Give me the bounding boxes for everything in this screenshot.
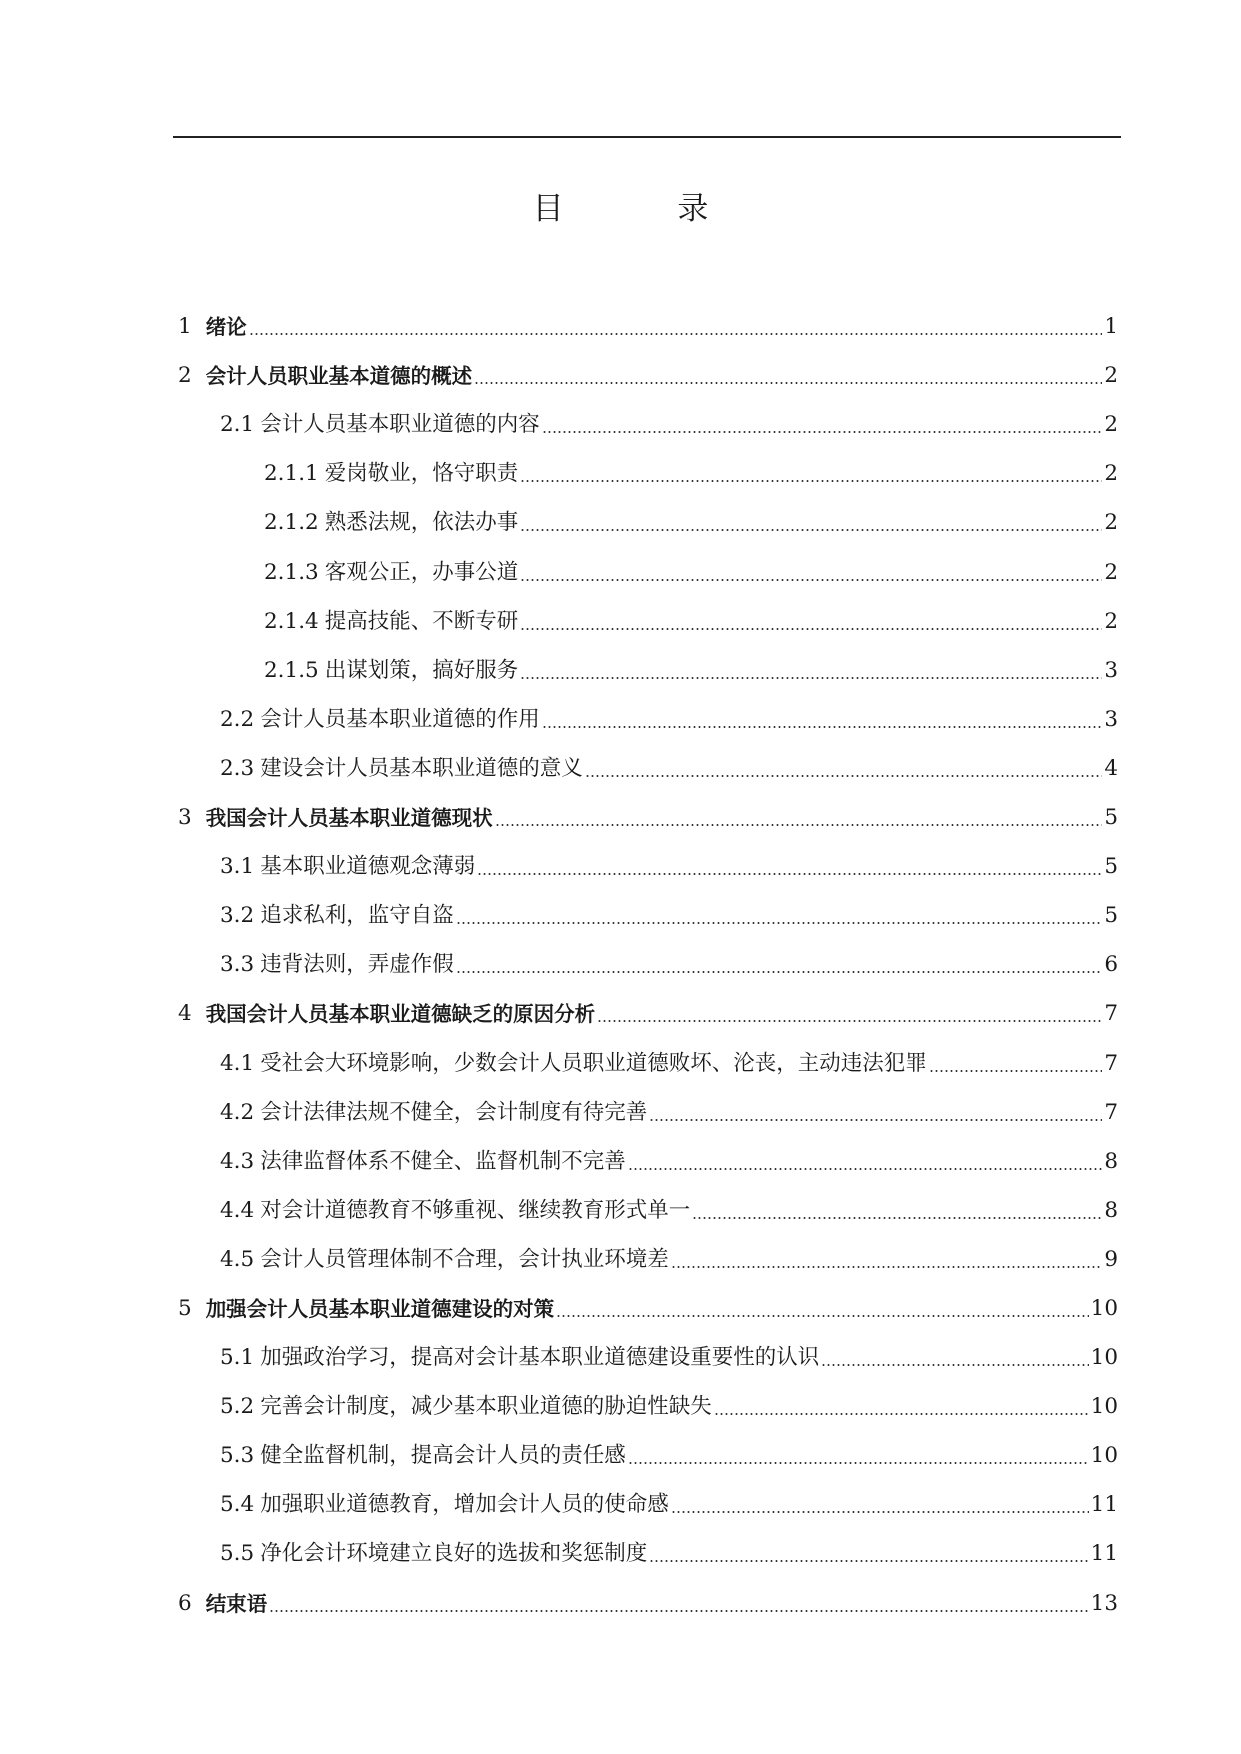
toc-entry-label: 绪论 <box>205 315 247 340</box>
toc-entry[interactable] <box>178 538 1118 587</box>
toc-entry[interactable] <box>178 391 1118 440</box>
dot-leader <box>520 675 1102 681</box>
toc-entry-label: 净化会计环境建立良好的选拔和奖惩制度 <box>260 1541 648 1567</box>
toc-entry-page-number: 11 <box>1090 1541 1118 1567</box>
toc-entry-page-number: 1 <box>1104 314 1118 340</box>
dot-leader <box>821 1362 1088 1368</box>
dot-leader <box>628 1166 1103 1172</box>
toc-entry-page-number: 2 <box>1104 461 1118 487</box>
toc-entry-page-number: 3 <box>1104 706 1118 732</box>
toc-entry[interactable] <box>178 1226 1118 1275</box>
toc-entry-label: 基本职业道德观念薄弱 <box>260 854 476 880</box>
toc-entry-number: 5.4 <box>220 1492 255 1518</box>
toc-entry-label: 对会计道德教育不够重视、继续教育形式单一 <box>260 1197 691 1223</box>
toc-entry[interactable] <box>178 637 1118 686</box>
dot-leader <box>456 920 1103 926</box>
toc-entry-label: 客观公正，办事公道 <box>324 559 519 585</box>
toc-entry[interactable] <box>178 1373 1118 1422</box>
toc-entry-page-number: 3 <box>1104 657 1118 683</box>
toc-entry-label: 会计法律法规不健全，会计制度有待完善 <box>260 1099 648 1125</box>
toc-entry[interactable] <box>178 882 1118 931</box>
toc-entry-label: 出谋划策，搞好服务 <box>324 657 519 683</box>
toc-entry-label: 爱岗敬业，恪守职责 <box>324 461 519 487</box>
toc-entry-number: 4.1 <box>220 1050 255 1076</box>
table-of-contents <box>178 293 1118 1619</box>
dot-leader <box>520 527 1102 533</box>
toc-entry-page-number: 8 <box>1104 1197 1118 1223</box>
toc-entry-label: 完善会计制度，减少基本职业道德的胁迫性缺失 <box>260 1394 712 1420</box>
dot-leader <box>477 871 1102 877</box>
dot-leader <box>628 1460 1089 1466</box>
toc-entry-label: 加强会计人员基本职业道德建设的对策 <box>205 1296 555 1321</box>
toc-entry-label: 结束语 <box>205 1591 268 1616</box>
toc-entry-page-number: 2 <box>1104 608 1118 634</box>
toc-entry-label: 加强职业道德教育，增加会计人员的使命感 <box>260 1492 669 1518</box>
toc-entry-label: 违背法则，弄虚作假 <box>260 952 454 978</box>
toc-entry-page-number: 5 <box>1104 805 1118 831</box>
toc-entry[interactable] <box>178 1275 1118 1324</box>
toc-entry[interactable] <box>178 686 1118 735</box>
dot-leader <box>456 969 1103 975</box>
toc-entry-page-number: 7 <box>1104 1001 1118 1027</box>
toc-entry-number: 2.3 <box>220 755 255 781</box>
toc-entry-label: 受社会大环境影响，少数会计人员职业道德败坏、沦丧，主动违法犯罪 <box>260 1050 927 1076</box>
toc-entry-page-number: 11 <box>1090 1492 1118 1518</box>
toc-entry-label: 我国会计人员基本职业道德现状 <box>205 806 493 831</box>
toc-entry-number: 3.1 <box>220 854 255 880</box>
toc-entry-number: 2.1 <box>220 412 255 438</box>
toc-entry-page-number: 6 <box>1104 952 1118 978</box>
dot-leader <box>495 822 1103 828</box>
toc-entry-page-number: 2 <box>1104 412 1118 438</box>
toc-entry-number: 5.2 <box>220 1394 255 1420</box>
dot-leader <box>269 1608 1088 1614</box>
toc-entry-label: 会计人员基本职业道德的作用 <box>260 706 540 732</box>
toc-entry-page-number: 13 <box>1090 1590 1118 1616</box>
toc-entry-number: 4.2 <box>220 1099 255 1125</box>
dot-leader <box>692 1215 1102 1221</box>
dot-leader <box>671 1509 1089 1515</box>
toc-entry-number: 2.1.1 <box>264 461 319 487</box>
toc-entry[interactable] <box>178 1079 1118 1128</box>
toc-entry-number: 2.2 <box>220 706 255 732</box>
toc-entry-number: 1 <box>178 314 192 340</box>
toc-entry-number: 4.3 <box>220 1148 255 1174</box>
dot-leader <box>520 626 1102 632</box>
toc-entry-number: 2.1.5 <box>264 657 319 683</box>
toc-entry-label: 我国会计人员基本职业道德缺乏的原因分析 <box>205 1002 596 1027</box>
toc-entry-number: 5.3 <box>220 1443 255 1469</box>
page-title: 目 录 <box>532 191 761 227</box>
toc-entry-label: 建设会计人员基本职业道德的意义 <box>260 755 583 781</box>
toc-entry-label: 健全监督机制，提高会计人员的责任感 <box>260 1443 626 1469</box>
toc-entry[interactable] <box>178 440 1118 489</box>
toc-entry-page-number: 2 <box>1104 510 1118 536</box>
toc-entry[interactable] <box>178 1324 1118 1373</box>
toc-entry[interactable] <box>178 833 1118 882</box>
toc-entry[interactable] <box>178 980 1118 1029</box>
toc-entry-page-number: 2 <box>1104 559 1118 585</box>
toc-entry-page-number: 8 <box>1104 1148 1118 1174</box>
toc-entry[interactable] <box>178 931 1118 980</box>
toc-entry-page-number: 10 <box>1090 1345 1118 1371</box>
toc-entry[interactable] <box>178 342 1118 391</box>
dot-leader <box>520 577 1102 583</box>
toc-entry-number: 4.4 <box>220 1197 255 1223</box>
toc-entry[interactable] <box>178 1128 1118 1177</box>
toc-entry-number: 5.5 <box>220 1541 255 1567</box>
dot-leader <box>671 1264 1103 1270</box>
toc-entry-label: 会计人员管理体制不合理，会计执业环境差 <box>260 1246 669 1272</box>
toc-entry-page-number: 10 <box>1090 1443 1118 1469</box>
toc-entry[interactable] <box>178 293 1118 342</box>
toc-entry-label: 熟悉法规，依法办事 <box>324 510 519 536</box>
toc-entry-number: 5.1 <box>220 1345 255 1371</box>
toc-entry[interactable] <box>178 1520 1118 1569</box>
toc-entry-number: 4 <box>178 1001 192 1027</box>
toc-entry-label: 法律监督体系不健全、监督机制不完善 <box>260 1148 626 1174</box>
toc-entry[interactable] <box>178 1569 1118 1618</box>
toc-entry[interactable] <box>178 588 1118 637</box>
dot-leader <box>649 1558 1088 1564</box>
toc-entry-number: 2 <box>178 363 192 389</box>
toc-entry-label: 提高技能、不断专研 <box>324 608 519 634</box>
dot-leader <box>929 1068 1103 1074</box>
toc-entry-page-number: 2 <box>1104 363 1118 389</box>
dot-leader <box>585 773 1103 779</box>
toc-entry-label: 追求私利，监守自盗 <box>260 903 454 929</box>
toc-entry-page-number: 7 <box>1104 1050 1118 1076</box>
header-rule <box>173 136 1121 138</box>
toc-entry-label: 会计人员职业基本道德的概述 <box>205 364 473 389</box>
toc-entry-page-number: 10 <box>1090 1394 1118 1420</box>
toc-entry-page-number: 5 <box>1104 903 1118 929</box>
toc-entry-number: 4.5 <box>220 1246 255 1272</box>
dot-leader <box>542 724 1103 730</box>
dot-leader <box>249 331 1103 337</box>
toc-entry[interactable] <box>178 1422 1118 1471</box>
dot-leader <box>520 478 1102 484</box>
toc-entry[interactable] <box>178 1471 1118 1520</box>
toc-entry-label: 加强政治学习，提高对会计基本职业道德建设重要性的认识 <box>260 1345 820 1371</box>
dot-leader <box>597 1018 1102 1024</box>
toc-entry-number: 6 <box>178 1590 192 1616</box>
dot-leader <box>649 1117 1102 1123</box>
dot-leader <box>542 429 1103 435</box>
toc-entry-number: 2.1.4 <box>264 608 319 634</box>
toc-entry-number: 3 <box>178 805 192 831</box>
toc-entry[interactable] <box>178 1177 1118 1226</box>
toc-entry-number: 3.3 <box>220 952 255 978</box>
toc-entry-number: 3.2 <box>220 903 255 929</box>
dot-leader <box>714 1411 1089 1417</box>
toc-entry-page-number: 5 <box>1104 854 1118 880</box>
toc-entry[interactable] <box>178 1029 1118 1078</box>
toc-entry[interactable] <box>178 735 1118 784</box>
toc-entry-page-number: 9 <box>1104 1246 1118 1272</box>
toc-entry-page-number: 10 <box>1090 1295 1118 1321</box>
toc-entry[interactable] <box>178 784 1118 833</box>
toc-entry-number: 5 <box>178 1295 192 1321</box>
toc-entry-number: 2.1.3 <box>264 559 319 585</box>
toc-entry-page-number: 4 <box>1104 755 1118 781</box>
toc-entry-number: 2.1.2 <box>264 510 319 536</box>
toc-entry-label: 会计人员基本职业道德的内容 <box>260 412 540 438</box>
toc-entry-page-number: 7 <box>1104 1099 1118 1125</box>
toc-entry[interactable] <box>178 489 1118 538</box>
dot-leader <box>474 380 1102 386</box>
dot-leader <box>556 1313 1088 1319</box>
